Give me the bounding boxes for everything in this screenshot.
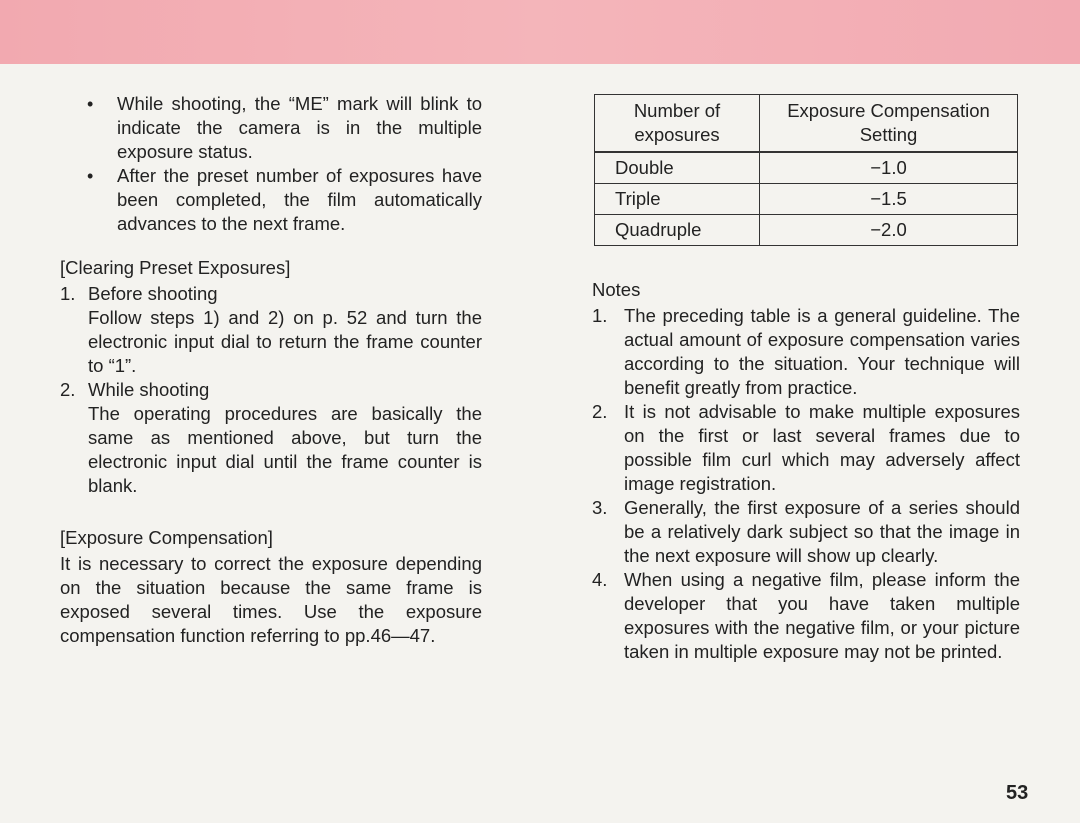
table-row xyxy=(595,184,1018,215)
item-title: Before shooting xyxy=(88,283,218,304)
list-item xyxy=(60,282,482,378)
compensation-text: It is necessary to correct the exposure depending on the situation because the same frame is exposed several times. Use the exposure compensation function referring to pp.46—47. xyxy=(60,553,482,646)
note-number: 4. xyxy=(592,569,608,590)
bullet-list xyxy=(60,92,482,236)
item-text: Follow steps 1) and 2) on p. 52 and turn the electronic input dial to return the frame counter to “1”. xyxy=(88,307,482,376)
item-number: 2. xyxy=(60,379,76,400)
compensation-heading: [Exposure Compensation] xyxy=(60,527,273,548)
table-header-row xyxy=(595,95,1018,153)
row-label: Double xyxy=(595,152,760,184)
header-color-band xyxy=(0,0,1080,64)
bullet-item: • After the preset number of exposures have been completed, the film automatically advances to the next frame. xyxy=(60,164,482,236)
row-value: −1.0 xyxy=(760,152,1018,184)
notes-title: Notes xyxy=(592,279,641,300)
exposure-table xyxy=(594,94,1018,246)
header-compensation-setting: Exposure Compensation Setting xyxy=(760,95,1018,153)
note-text: It is not advisable to make multiple exposures on the first or last several frames due to possible film curl which may adversely affect image registration. xyxy=(624,401,1020,494)
note-text: When using a negative film, please inform the developer that you have taken multiple exposures with the negative film, or your picture taken in multiple exposure may not be printed. xyxy=(624,569,1020,662)
note-number: 1. xyxy=(592,305,608,326)
left-column xyxy=(60,92,482,648)
item-number: 1. xyxy=(60,283,76,304)
row-value: −1.5 xyxy=(760,184,1018,215)
item-title: While shooting xyxy=(88,379,210,400)
note-number: 3. xyxy=(592,497,608,518)
note-item xyxy=(592,496,1020,568)
note-text: The preceding table is a general guideline. The actual amount of exposure compensation varies according to the situation. Your technique will benefit greatly from practice. xyxy=(624,305,1020,398)
clearing-steps xyxy=(60,282,482,498)
header-number-of-exposures: Number of exposures xyxy=(595,95,760,153)
note-item xyxy=(592,568,1020,664)
bullet-item: • While shooting, the “ME” mark will blink to indicate the camera is in the multiple exposure status. xyxy=(60,92,482,164)
page-number: 53 xyxy=(1006,782,1029,804)
note-item xyxy=(592,400,1020,496)
item-text: The operating procedures are basically the same as mentioned above, but turn the electronic input dial until the frame counter is blank. xyxy=(88,403,482,496)
note-number: 2. xyxy=(592,401,608,422)
note-item xyxy=(592,304,1020,400)
right-column xyxy=(592,94,1020,664)
row-label: Quadruple xyxy=(595,215,760,246)
list-item xyxy=(60,378,482,498)
clearing-heading: [Clearing Preset Exposures] xyxy=(60,257,291,278)
note-text: Generally, the first exposure of a series should be a relatively dark subject so that the image in the next exposure will show up clearly. xyxy=(624,497,1020,566)
row-value: −2.0 xyxy=(760,215,1018,246)
table-row xyxy=(595,152,1018,184)
table-row xyxy=(595,215,1018,246)
row-label: Triple xyxy=(595,184,760,215)
notes-list xyxy=(592,304,1020,664)
